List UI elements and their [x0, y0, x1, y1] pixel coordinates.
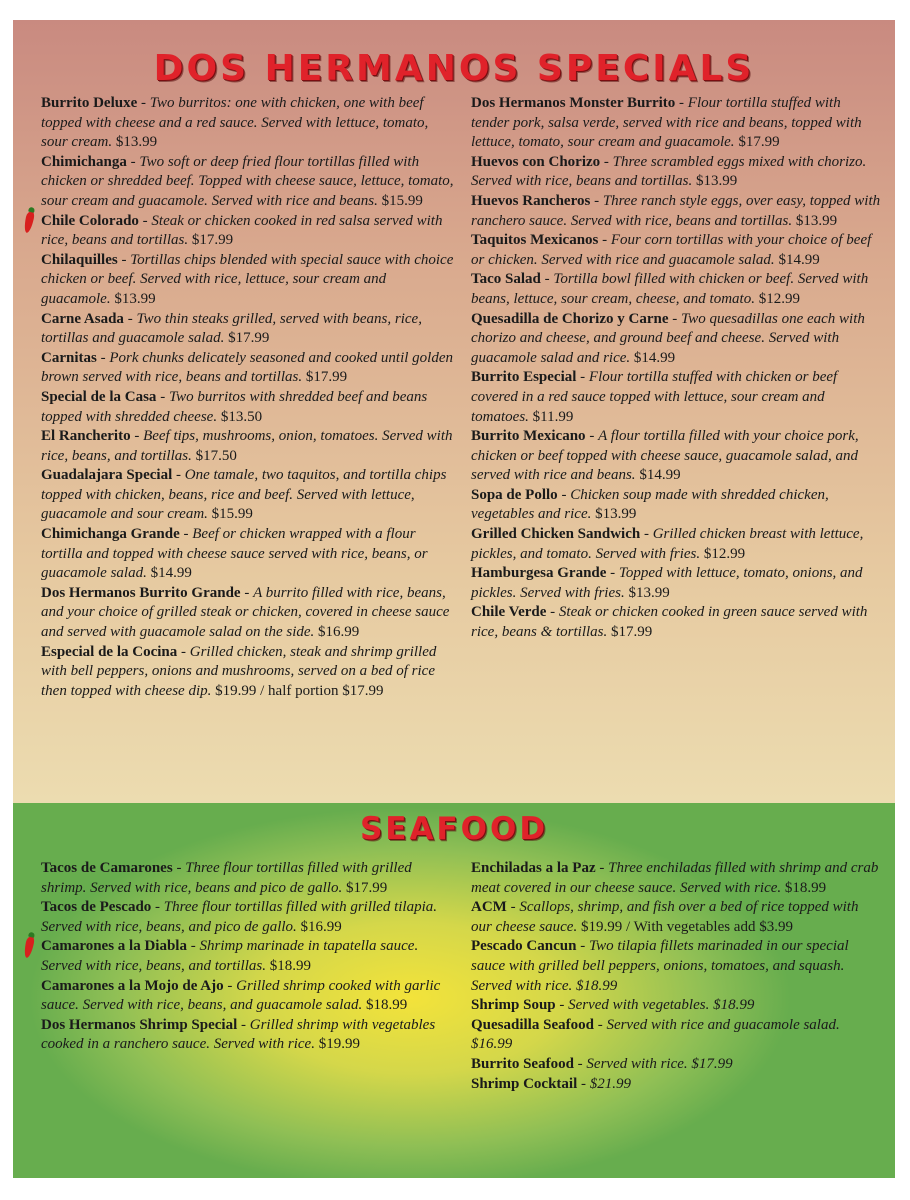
menu-item-name: Dos Hermanos Monster Burrito — [471, 95, 676, 111]
menu-item: Camarones a la Mojo de Ajo - Grilled shrimp cooked with garlic sauce. Served with rice, beans, and guacamole salad. $18.99 — [41, 977, 441, 1014]
menu-item: Quesadilla Seafood - Served with rice and guacamole salad. $16.99 — [471, 1016, 840, 1053]
specials-section — [13, 20, 895, 803]
seafood-right-column — [471, 859, 881, 1094]
menu-item-name: Hamburgesa Grande — [471, 565, 607, 582]
menu-item-name: Burrito Seafood — [471, 1055, 574, 1072]
menu-item: Burrito Especial - Flour tortilla stuffed with chicken or beef covered in a red sauce topped with lettuce, sour cream and tomatoes. $11.99 — [471, 369, 838, 425]
menu-item-name: Quesadilla de Chorizo y Carne — [471, 310, 669, 327]
menu-item-price: $17.99 — [191, 232, 234, 249]
menu-item-price: $17.99 — [345, 879, 388, 896]
menu-item-description: $21.99 — [589, 1075, 632, 1092]
menu-item-price: $16.99 — [318, 624, 360, 641]
menu-item: Sopa de Pollo - Chicken soup made with shredded chicken, vegetables and rice. $13.99 — [471, 486, 829, 523]
menu-item-name: Shrimp Soup — [471, 997, 556, 1014]
specials-title: DOS HERMANOS SPECIALS — [153, 48, 755, 89]
menu-item-name: Carnitas — [41, 349, 97, 366]
menu-item-description: Flour tortilla stuffed with chicken or beef covered in a red sauce topped with lettuce, sour cream and tomatoes. — [471, 369, 838, 425]
menu-item-price: $13.99 — [114, 290, 156, 307]
menu-item-price: $14.99 — [633, 349, 676, 366]
menu-item-name: Dos Hermanos Burrito Grande — [41, 584, 241, 601]
menu-item-description: Tortilla bowl filled with chicken or beef. Served with beans, lettuce, sour cream, cheese, and tomato. — [471, 271, 869, 307]
menu-item-description: Two tilapia fillets marinaded in our special sauce with grilled bell peppers, onions, tomatoes, and squash. Served with rice. $18.99 — [471, 938, 849, 994]
menu-item: Burrito Seafood - Served with rice. $17.99 — [471, 1055, 733, 1072]
menu-item-name: Guadalajara Special — [41, 467, 173, 484]
menu-item-price: $14.99 — [639, 467, 681, 484]
menu-item: Chile Verde - Steak or chicken cooked in green sauce served with rice, beans & tortillas. $17.99 — [471, 604, 868, 641]
menu-item: Special de la Casa - Two burritos with shredded beef and beans topped with shredded cheese. $13.50 — [41, 388, 428, 425]
menu-item-price: $19.99 — [318, 1036, 360, 1053]
menu-item-description: Served with rice and guacamole salad. $16.99 — [471, 1016, 840, 1053]
menu-item-name: Burrito Especial — [471, 369, 577, 386]
chili-pepper-icon — [23, 210, 35, 233]
menu-item: Dos Hermanos Monster Burrito - Flour tortilla stuffed with tender pork, salsa verde, served with rice and beans, topped with lettuce, tomato, sour cream and guacamole. $17.99 — [471, 95, 862, 151]
specials-left-column — [41, 94, 456, 701]
menu-item-description: Pork chunks delicately seasoned and cooked until golden brown served with rice, beans and tortillas. — [41, 349, 453, 386]
menu-item-name: ACM — [471, 899, 507, 916]
menu-item: Grilled Chicken Sandwich - Grilled chicken breast with lettuce, pickles, and tomato. Served with fries. $12.99 — [471, 526, 864, 562]
menu-item-price: $13.99 — [628, 584, 670, 601]
menu-item-price: $18.99 — [784, 879, 827, 896]
menu-item-name: Quesadilla Seafood — [471, 1016, 594, 1033]
menu-item-price: $13.99 — [115, 134, 158, 151]
menu-item-name: El Rancherito — [41, 428, 131, 445]
menu-item: Tacos de Pescado - Three flour tortillas filled with grilled tilapia. Served with rice, beans, and pico de gallo. $16.99 — [41, 899, 437, 935]
menu-item: Chilaquilles - Tortillas chips blended with special sauce with choice chicken or beef. Served with rice, lettuce, sour cream and guacamole. $13.99 — [41, 251, 454, 307]
menu-item: Taquitos Mexicanos - Four corn tortillas with your choice of beef or chicken. Served with rice and guacamole salad. $14.99 — [471, 232, 872, 268]
menu-item: ACM - Scallops, shrimp, and fish over a bed of rice topped with our cheese sauce. $19.99 / With vegetables add $3.99 — [471, 899, 859, 935]
menu-item-description: Served with rice. $17.99 — [586, 1055, 733, 1072]
menu-item-name: Chilaquilles — [41, 251, 118, 268]
menu-item: El Rancherito - Beef tips, mushrooms, onion, tomatoes. Served with rice, beans, and tortillas. $17.50 — [41, 428, 453, 464]
menu-item: Especial de la Cocina - Grilled chicken, steak and shrimp grilled with bell peppers, onions and mushrooms, served on a bed of rice then topped with cheese dip. $19.99 / half portion $17.99 — [41, 643, 437, 699]
menu-item-description: Three ranch style eggs, over easy, topped with ranchero sauce. Served with rice, beans and tortillas. — [471, 192, 881, 229]
menu-item-price: $18.99 — [269, 957, 311, 974]
menu-item-description: A burrito filled with rice, beans, and your choice of grilled steak or chicken, covered in cheese sauce and served with guacamole salad on the side. — [41, 584, 450, 641]
seafood-left-column — [41, 859, 456, 1055]
menu-item-price: $17.99 — [305, 369, 348, 386]
chili-pepper-icon — [23, 935, 35, 958]
menu-item-price: $13.99 — [595, 506, 637, 523]
menu-item-name: Huevos con Chorizo — [471, 153, 601, 170]
menu-item-description: Steak or chicken cooked in green sauce served with rice, beans & tortillas. — [471, 604, 868, 641]
menu-item-description: Two burritos: one with chicken, one with beef topped with cheese and a red sauce. Served with lettuce, tomato, sour cream. — [41, 95, 429, 151]
menu-item: Shrimp Soup - Served with vegetables. $18.99 — [471, 997, 755, 1014]
menu-item-name: Sopa de Pollo — [471, 486, 558, 503]
menu-item-price: $17.50 — [195, 447, 237, 464]
menu-item: Dos Hermanos Burrito Grande - A burrito filled with rice, beans, and your choice of grilled steak or chicken, covered in cheese sauce and served with guacamole salad on the side. $16.99 — [41, 584, 450, 641]
menu-item-description: Three flour tortillas filled with grilled shrimp. Served with rice, beans and pico de gallo. — [41, 860, 412, 896]
menu-item-description: Served with vegetables. $18.99 — [568, 997, 755, 1014]
menu-item-description: Grilled chicken, steak and shrimp grilled with bell peppers, onions and mushrooms, served on a bed of rice then topped with cheese dip. — [41, 643, 437, 699]
menu-item-name: Carne Asada — [41, 310, 124, 327]
menu-item-name: Camarones a la Mojo de Ajo — [41, 977, 224, 994]
menu-item-description: One tamale, two taquitos, and tortilla chips topped with chicken, beans, rice and beef. Served with lettuce, guacamole and sour cream. — [41, 467, 447, 523]
specials-right-column — [471, 94, 881, 643]
menu-item: Carne Asada - Two thin steaks grilled, served with beans, rice, tortillas and guacamole salad. $17.99 — [41, 310, 422, 347]
menu-item-name: Grilled Chicken Sandwich — [471, 526, 641, 543]
menu-item: Tacos de Camarones - Three flour tortillas filled with grilled shrimp. Served with rice, beans and pico de gallo. $17.99 — [41, 860, 412, 896]
menu-item: Chile Colorado - Steak or chicken cooked in red salsa served with rice, beans and tortillas. $17.99 — [41, 212, 443, 249]
menu-item-price: $14.99 — [778, 251, 820, 268]
menu-item-name: Pescado Cancun — [471, 938, 577, 955]
menu-item-price: $16.99 — [300, 918, 342, 935]
seafood-section — [13, 803, 895, 1178]
menu-item-description: Grilled shrimp cooked with garlic sauce. Served with rice, beans, and guacamole salad. — [41, 977, 441, 1014]
menu-item-description: Beef tips, mushrooms, onion, tomatoes. Served with rice, beans, and tortillas. — [41, 428, 453, 464]
menu-item-description: Beef or chicken wrapped with a flour tortilla and topped with cheese sauce served with rice, beans, or guacamole salad. — [41, 526, 428, 582]
menu-item-price: $15.99 — [381, 192, 423, 209]
menu-item: Huevos con Chorizo - Three scrambled eggs mixed with chorizo. Served with rice, beans and tortillas. $13.99 — [471, 153, 867, 190]
menu-item: Enchiladas a la Paz - Three enchiladas filled with shrimp and crab meat covered in our cheese sauce. Served with rice. $18.99 — [471, 860, 879, 896]
menu-item-price: $13.50 — [220, 408, 263, 425]
menu-item: Shrimp Cocktail - $21.99 — [471, 1075, 632, 1092]
menu-item-price: $17.99 — [228, 330, 270, 347]
menu-item-description: Three scrambled eggs mixed with chorizo. Served with rice, beans and tortillas. — [471, 153, 867, 190]
menu-item-name: Chile Verde — [471, 604, 547, 621]
menu-item-name: Burrito Deluxe — [41, 95, 138, 111]
menu-item: Huevos Rancheros - Three ranch style eggs, over easy, topped with ranchero sauce. Served with rice, beans and tortillas. $13.99 — [471, 192, 881, 229]
menu-item-name: Enchiladas a la Paz — [471, 860, 596, 876]
menu-item-name: Special de la Casa — [41, 388, 157, 405]
menu-item-name: Chimichanga Grande — [41, 526, 180, 543]
menu-item: Burrito Deluxe - Two burritos: one with chicken, one with beef topped with cheese and a red sauce. Served with lettuce, tomato, sour cream. $13.99 — [41, 95, 429, 151]
menu-item-description: Topped with lettuce, tomato, onions, and pickles. Served with fries. — [471, 565, 863, 601]
menu-item-description: Four corn tortillas with your choice of beef or chicken. Served with rice and guacamole salad. — [471, 232, 872, 268]
menu-item-name: Tacos de Camarones — [41, 860, 173, 876]
menu-item-name: Tacos de Pescado — [41, 899, 152, 916]
menu-item: Dos Hermanos Shrimp Special - Grilled shrimp with vegetables cooked in a ranchero sauce. Served with rice. $19.99 — [41, 1016, 436, 1053]
menu-item-description: Two soft or deep fried flour tortillas filled with chicken or shredded beef. Topped with cheese sauce, lettuce, tomato, sour cream and guacamole. Served with rice and beans. — [41, 153, 454, 209]
menu-item-name: Burrito Mexicano — [471, 428, 586, 445]
menu-item-price: $19.99 / With vegetables add $3.99 — [580, 918, 793, 935]
menu-item-description: Flour tortilla stuffed with tender pork, salsa verde, served with rice and beans, topped with lettuce, tomato, sour cream and guacamole. — [471, 95, 862, 151]
menu-item: Camarones a la Diabla - Shrimp marinade in tapatella sauce. Served with rice, beans, and tortillas. $18.99 — [41, 938, 419, 974]
menu-item-price: $17.99 — [738, 134, 780, 151]
menu-item-price: $17.99 — [611, 624, 653, 641]
menu-item-price: $18.99 — [365, 997, 408, 1014]
menu-item-description: Two thin steaks grilled, served with beans, rice, tortillas and guacamole salad. — [41, 310, 422, 347]
menu-item: Taco Salad - Tortilla bowl filled with chicken or beef. Served with beans, lettuce, sour cream, cheese, and tomato. $12.99 — [471, 271, 869, 307]
menu-item-name: Huevos Rancheros — [471, 192, 591, 209]
menu-item-name: Especial de la Cocina — [41, 643, 178, 660]
menu-item-name: Chimichanga — [41, 153, 127, 170]
menu-item-price: $13.99 — [795, 212, 838, 229]
menu-item-description: Shrimp marinade in tapatella sauce. Served with rice, beans, and tortillas. — [41, 938, 419, 974]
menu-item: Chimichanga - Two soft or deep fried flour tortillas filled with chicken or shredded beef. Topped with cheese sauce, lettuce, tomato, sour cream and guacamole. Served with rice and beans. $15.99 — [41, 153, 454, 209]
menu-item-description: Two burritos with shredded beef and beans topped with shredded cheese. — [41, 388, 428, 425]
menu-item-price: $19.99 / half portion $17.99 — [215, 682, 384, 699]
menu-item-price: $12.99 — [703, 545, 746, 562]
menu-item-name: Taco Salad — [471, 271, 541, 288]
menu-item-price: $14.99 — [150, 565, 192, 582]
menu-item-description: Three enchiladas filled with shrimp and crab meat covered in our cheese sauce. Served with rice. — [471, 860, 879, 896]
menu-item: Chimichanga Grande - Beef or chicken wrapped with a flour tortilla and topped with cheese sauce served with rice, beans, or guacamole salad. $14.99 — [41, 526, 428, 582]
menu-item-price: $12.99 — [758, 290, 800, 307]
menu-item: Guadalajara Special - One tamale, two taquitos, and tortilla chips topped with chicken, beans, rice and beef. Served with lettuce, guacamole and sour cream. $15.99 — [41, 467, 447, 523]
menu-item-name: Chile Colorado — [41, 212, 139, 229]
menu-item-description: Steak or chicken cooked in red salsa served with rice, beans and tortillas. — [41, 212, 443, 249]
menu-item: Hamburgesa Grande - Topped with lettuce, tomato, onions, and pickles. Served with fries. $13.99 — [471, 565, 863, 601]
menu-item-name: Dos Hermanos Shrimp Special — [41, 1016, 238, 1033]
menu-item-description: Chicken soup made with shredded chicken, vegetables and rice. — [471, 486, 829, 523]
menu-item-description: A flour tortilla filled with your choice pork, chicken or beef topped with cheese sauce, guacamole salad, and served with rice and beans. — [471, 428, 859, 484]
menu-item-name: Camarones a la Diabla — [41, 938, 187, 955]
menu-item-description: Three flour tortillas filled with grilled tilapia. Served with rice, beans, and pico de gallo. — [41, 899, 437, 935]
menu-item: Quesadilla de Chorizo y Carne - Two quesadillas one each with chorizo and cheese, and ground beef and cheese. Served with guacamole salad and rice. $14.99 — [471, 310, 865, 366]
menu-item-name: Shrimp Cocktail — [471, 1075, 578, 1092]
menu-item: Burrito Mexicano - A flour tortilla filled with your choice pork, chicken or beef topped with cheese sauce, guacamole salad, and served with rice and beans. $14.99 — [471, 428, 859, 484]
menu-item: Carnitas - Pork chunks delicately seasoned and cooked until golden brown served with rice, beans and tortillas. $17.99 — [41, 349, 453, 386]
menu-item-description: Two quesadillas one each with chorizo and cheese, and ground beef and cheese. Served with guacamole salad and rice. — [471, 310, 865, 366]
menu-item-name: Taquitos Mexicanos — [471, 232, 599, 249]
menu-item-description: Grilled shrimp with vegetables cooked in a ranchero sauce. Served with rice. — [41, 1016, 436, 1053]
menu-item: Pescado Cancun - Two tilapia fillets marinaded in our special sauce with grilled bell peppers, onions, tomatoes, and squash. Served with rice. $18.99 — [471, 938, 849, 994]
menu-item-description: Scallops, shrimp, and fish over a bed of rice topped with our cheese sauce. — [471, 899, 859, 935]
menu-item-price: $15.99 — [211, 506, 253, 523]
menu-item-price: $11.99 — [532, 408, 574, 425]
menu-item-description: Tortillas chips blended with special sauce with choice chicken or beef. Served with rice, lettuce, sour cream and guacamole. — [41, 251, 454, 307]
menu-item-description: Grilled chicken breast with lettuce, pickles, and tomato. Served with fries. — [471, 526, 864, 562]
seafood-title: SEAFOOD — [359, 811, 549, 847]
menu-item-price: $13.99 — [695, 173, 738, 190]
